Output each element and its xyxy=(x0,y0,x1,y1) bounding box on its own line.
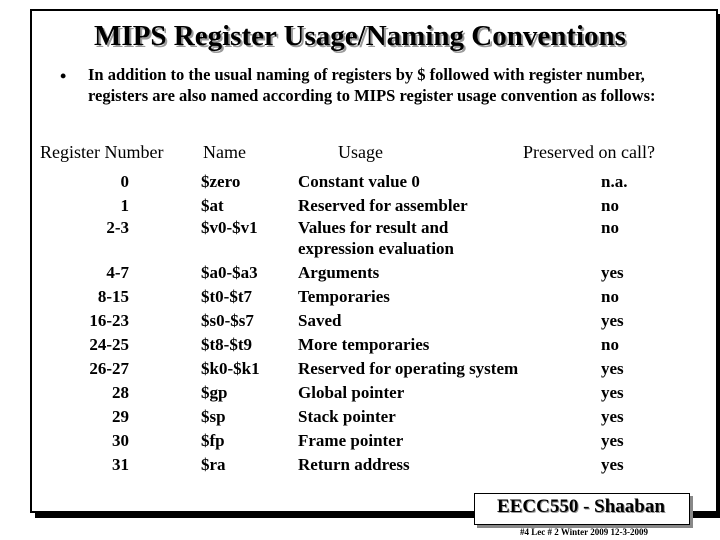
register-usage-cell: Arguments xyxy=(298,263,380,282)
bullet-text: In addition to the usual naming of registers by $ followed with register number, registers are also named according to MIPS register usage convention as follows: xyxy=(88,65,656,105)
register-name-cell: $gp xyxy=(201,383,228,402)
register-number-cell: 26-27 xyxy=(89,359,129,378)
register-usage-cell: Return address xyxy=(298,455,410,474)
register-name-cell: $t0-$t7 xyxy=(201,287,252,306)
register-number-cell: 1 xyxy=(120,196,129,215)
register-number-cell: 16-23 xyxy=(89,311,129,330)
register-preserved-cell: yes xyxy=(601,383,624,402)
register-usage-cell: Temporaries xyxy=(298,287,390,306)
register-name-cell: $a0-$a3 xyxy=(201,263,258,282)
header-name: Name xyxy=(203,142,246,162)
register-name-cell: $v0-$v1 xyxy=(201,218,258,237)
register-number-cell: 2-3 xyxy=(106,218,129,237)
register-number-cell: 8-15 xyxy=(97,287,129,306)
header-preserved: Preserved on call? xyxy=(523,142,655,162)
register-usage-cell: Values for result and xyxy=(298,218,449,237)
register-number-cell: 30 xyxy=(112,431,129,450)
register-name-cell: $t8-$t9 xyxy=(201,335,252,354)
register-usage-cell: Frame pointer xyxy=(298,431,404,450)
register-preserved-cell: yes xyxy=(601,311,624,330)
footer-lecture-info: #4 Lec # 2 Winter 2009 12-3-2009 xyxy=(520,527,648,537)
register-name-cell: $sp xyxy=(201,407,226,426)
register-preserved-cell: yes xyxy=(601,431,624,450)
register-number-cell: 28 xyxy=(112,383,129,402)
register-preserved-cell: n.a. xyxy=(601,172,628,191)
register-name-cell: $at xyxy=(201,196,224,215)
register-usage-cell: Saved xyxy=(298,311,342,330)
register-preserved-cell: no xyxy=(601,287,619,306)
register-usage-cell: Reserved for operating system xyxy=(298,359,519,378)
register-preserved-cell: no xyxy=(601,196,619,215)
register-number-cell: 4-7 xyxy=(106,263,129,282)
register-name-cell: $fp xyxy=(201,431,225,450)
register-preserved-cell: yes xyxy=(601,407,624,426)
register-preserved-cell: yes xyxy=(601,359,624,378)
register-preserved-cell: yes xyxy=(601,455,624,474)
register-usage-cell: Stack pointer xyxy=(298,407,396,426)
register-name-cell: $zero xyxy=(201,172,241,191)
register-usage-cell-continued: expression evaluation xyxy=(298,239,455,258)
slide-title: MIPS Register Usage/Naming Conventions xyxy=(94,20,626,52)
register-name-cell: $s0-$s7 xyxy=(201,311,254,330)
header-register-number: Register Number xyxy=(40,142,164,162)
bullet-icon: • xyxy=(60,66,67,86)
register-preserved-cell: yes xyxy=(601,263,624,282)
register-number-cell: 0 xyxy=(120,172,129,191)
register-usage-cell: More temporaries xyxy=(298,335,430,354)
register-usage-cell: Reserved for assembler xyxy=(298,196,468,215)
register-number-cell: 24-25 xyxy=(89,335,129,354)
register-usage-cell: Global pointer xyxy=(298,383,405,402)
header-usage: Usage xyxy=(338,142,383,162)
footer-label: EECC550 - Shaaban xyxy=(497,496,665,517)
register-name-cell: $ra xyxy=(201,455,226,474)
register-number-cell: 31 xyxy=(112,455,129,474)
register-preserved-cell: no xyxy=(601,335,619,354)
register-preserved-cell: no xyxy=(601,218,619,237)
register-name-cell: $k0-$k1 xyxy=(201,359,260,378)
register-number-cell: 29 xyxy=(112,407,129,426)
register-usage-cell: Constant value 0 xyxy=(298,172,420,191)
